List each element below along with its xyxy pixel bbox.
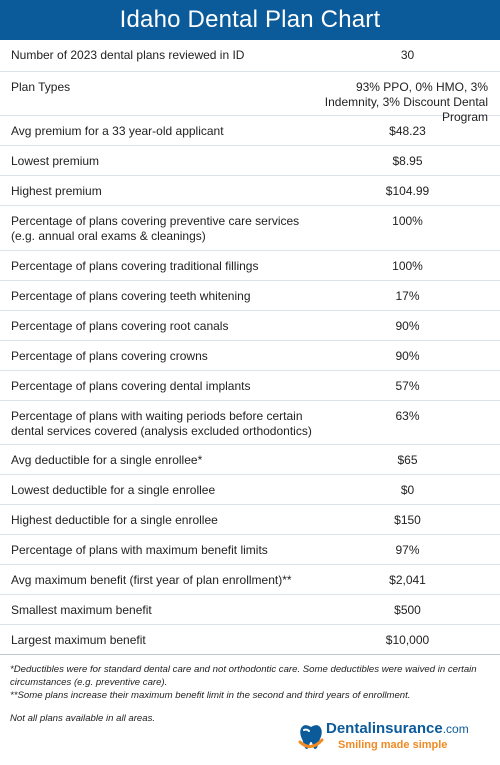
table-row (0, 564, 500, 594)
row-value: $104.99 (385, 184, 430, 198)
row-label: Avg premium for a 33 year-old applicant (11, 124, 224, 138)
row-label: Lowest premium (11, 154, 100, 168)
table-row (0, 175, 500, 205)
row-value: $2,041 (389, 573, 426, 587)
table-row (0, 280, 500, 310)
logo-suffix: .com (442, 722, 469, 736)
table-row (0, 400, 500, 444)
row-label: Percentage of plans covering crowns (11, 349, 208, 363)
logo-wordmark (326, 720, 469, 737)
row-label: Percentage of plans covering teeth whitening (11, 289, 251, 303)
row-value: 57% (395, 379, 420, 393)
row-value: 100% (392, 214, 423, 228)
row-value: 90% (395, 349, 420, 363)
row-value: $500 (394, 603, 421, 617)
row-label: Percentage of plans covering dental implants (11, 379, 251, 393)
row-value: $10,000 (385, 633, 430, 647)
row-label: Percentage of plans covering root canals (11, 319, 229, 333)
row-label: Smallest maximum benefit (11, 603, 152, 617)
row-label: Highest premium (11, 184, 102, 198)
table-row (0, 205, 500, 250)
row-label: Avg deductible for a single enrollee* (11, 453, 203, 467)
table-row (0, 310, 500, 340)
row-label: Number of 2023 dental plans reviewed in ID (11, 48, 245, 62)
logo-name: Dentalinsurance (326, 720, 443, 737)
row-value: 63% (395, 409, 420, 423)
table-row (0, 71, 500, 124)
table-row (0, 40, 500, 71)
row-label: Percentage of plans covering preventive care services (e.g. annual oral exams & cleanings) (11, 214, 300, 243)
table-row (0, 534, 500, 564)
row-value: 97% (395, 543, 420, 557)
row-label: Largest maximum benefit (11, 633, 146, 647)
row-value: 90% (395, 319, 420, 333)
row-value: $65 (397, 453, 418, 467)
tooth-logo-icon (296, 722, 326, 752)
row-value: $48.23 (389, 124, 426, 138)
dentalinsurance-logo (296, 720, 486, 756)
table-row (0, 145, 500, 175)
page-title: Idaho Dental Plan Chart (0, 0, 500, 40)
logo-tagline: Smiling made simple (338, 739, 448, 751)
table-row (0, 370, 500, 400)
table-row (0, 474, 500, 504)
row-label: Percentage of plans with waiting periods before certain dental services covered (analysis excluded orthodontics) (11, 409, 312, 438)
row-label: Percentage of plans with maximum benefit limits (11, 543, 268, 557)
table-row (0, 594, 500, 624)
table-row (0, 444, 500, 474)
availability-note: Not all plans available in all areas. (10, 713, 156, 724)
table-row (0, 250, 500, 280)
plan-table (0, 40, 500, 655)
row-label: Lowest deductible for a single enrollee (11, 483, 216, 497)
row-label: Avg maximum benefit (first year of plan enrollment)** (11, 573, 292, 587)
footnotes (0, 655, 500, 725)
row-value: 17% (395, 289, 420, 303)
table-row (0, 624, 500, 654)
footnote-max-benefit: **Some plans increase their maximum benefit limit in the second and third years of enrollment. (10, 690, 411, 701)
footnote-deductibles: *Deductibles were for standard dental care and not orthodontic care. Some deductibles were waived in certain circumstances (e.g. preventive care). (10, 664, 477, 688)
row-value: $0 (400, 483, 415, 497)
row-value: $8.95 (392, 154, 423, 168)
row-label: Percentage of plans covering traditional fillings (11, 259, 259, 273)
table-row (0, 340, 500, 370)
row-value: 100% (392, 259, 423, 273)
row-value: 30 (400, 48, 415, 62)
table-row (0, 504, 500, 534)
row-value: 93% PPO, 0% HMO, 3% Indemnity, 3% Discount Dental Program (324, 80, 488, 124)
row-label: Highest deductible for a single enrollee (11, 513, 218, 527)
row-value: $150 (394, 513, 421, 527)
row-label: Plan Types (11, 80, 71, 94)
